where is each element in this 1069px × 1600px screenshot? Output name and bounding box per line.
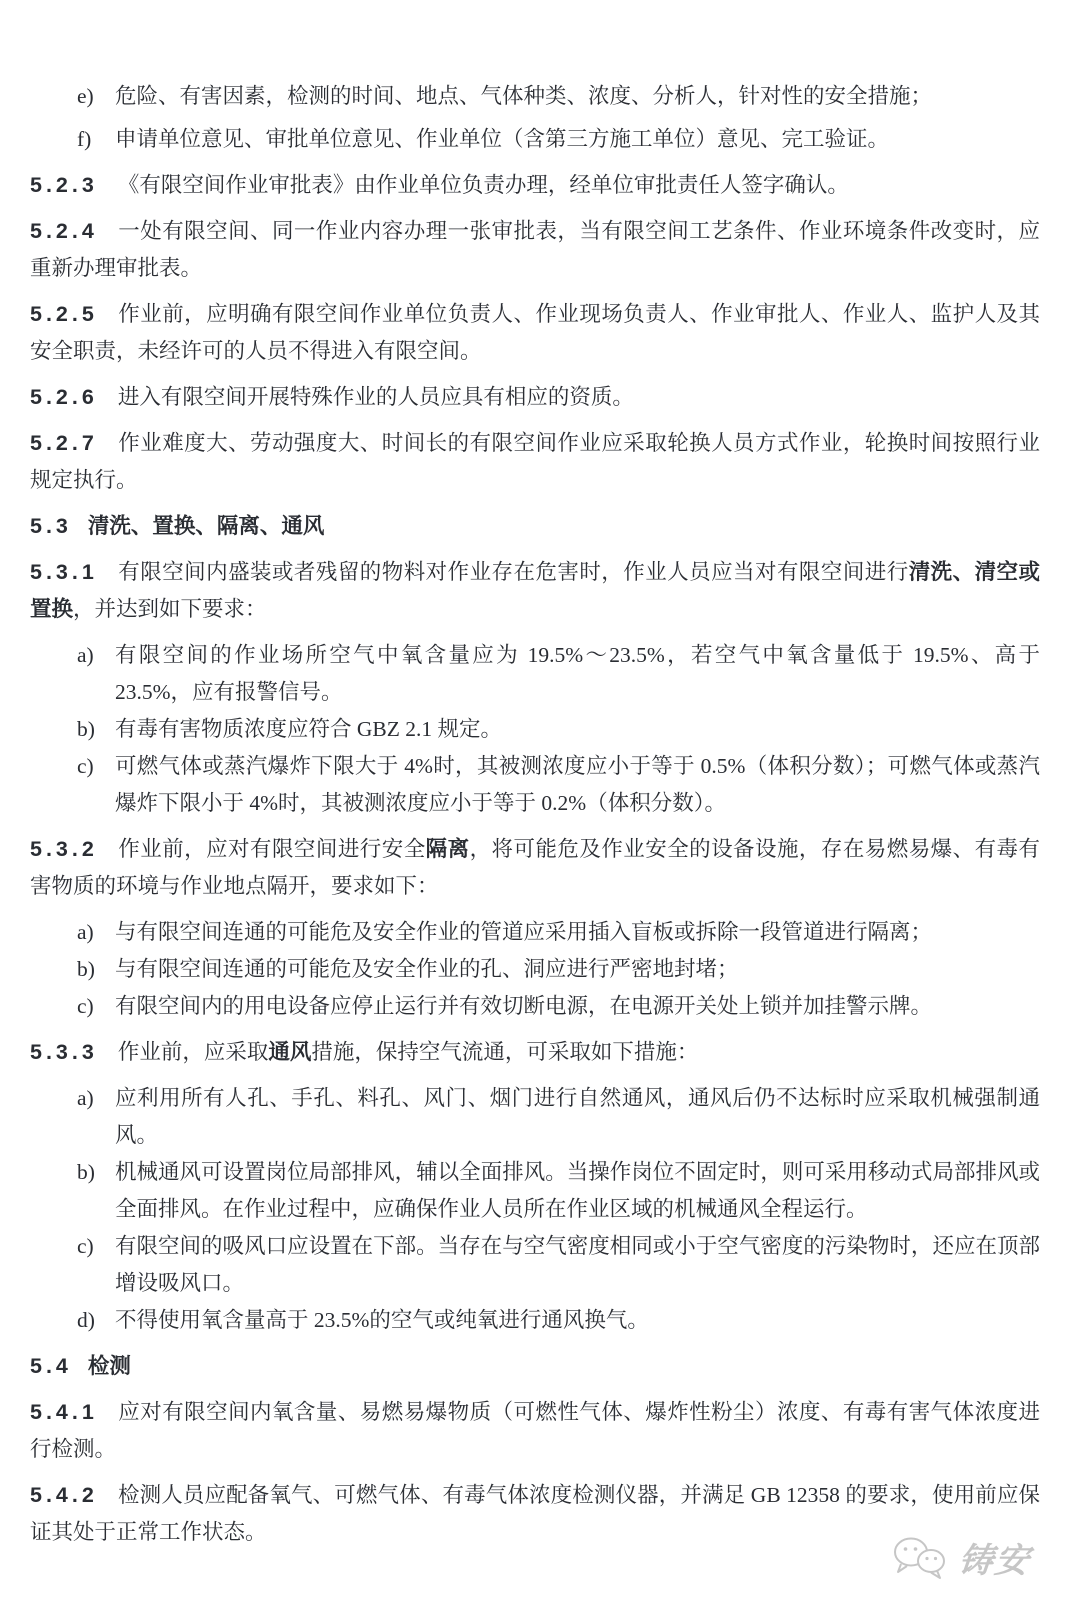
clause-number: 5.2.3 <box>30 173 98 197</box>
list-item-text: 申请单位意见、审批单位意见、作业单位（含第三方施工单位）意见、完工验证。 <box>115 127 890 151</box>
list-item-text-wrap <box>115 914 1040 951</box>
list-item-text: 有限空间内的用电设备应停止运行并有效切断电源，在电源开关处上锁并加挂警示牌。 <box>115 994 933 1018</box>
clause-text: 《有限空间作业审批表》由作业单位负责办理，经单位审批责任人签字确认。 <box>117 173 849 197</box>
list-item-text-wrap <box>115 951 1040 988</box>
clause-paragraph <box>30 554 1040 628</box>
section-number: 5.3 <box>30 514 72 538</box>
list-item-text: 与有限空间连通的可能危及安全作业的孔、洞应进行严密地封堵； <box>115 957 739 981</box>
list-item-marker: c) <box>77 1234 94 1258</box>
list-item-text-wrap <box>115 637 1040 711</box>
list-item <box>30 914 1040 951</box>
clause-number: 5.2.6 <box>30 385 98 409</box>
clause-text: 作业前，应采取 <box>117 1040 269 1064</box>
clause-text-bold: 清洗、清空或置换 <box>30 560 1040 621</box>
list-item-text: 有限空间的吸风口应设置在下部。当存在与空气密度相同或小于空气密度的污染物时，还应在顶部增设吸风口。 <box>115 1234 1040 1295</box>
list-item <box>30 711 1040 748</box>
section-number: 5.4 <box>30 1354 72 1378</box>
list-item-marker: d) <box>77 1308 95 1332</box>
watermark <box>891 1533 1031 1582</box>
clause-number: 5.3.1 <box>30 560 98 584</box>
clause-number: 5.3.3 <box>30 1040 98 1064</box>
list-item-text: 应利用所有人孔、手孔、料孔、风门、烟门进行自然通风，通风后仍不达标时应采取机械强制通风。 <box>115 1086 1040 1147</box>
clause-text: ，将可能危及作业安全的设备设施，存在易燃易爆、有毒有害物质的环境与作业地点隔开，要求如下： <box>30 837 1040 898</box>
list-item-marker: e) <box>77 84 94 108</box>
list-item-marker: f) <box>77 127 92 151</box>
list-item-text: 危险、有害因素，检测的时间、地点、气体种类、浓度、分析人，针对性的安全措施； <box>115 84 933 108</box>
list-item-marker: c) <box>77 994 94 1018</box>
section-title: 检测 <box>87 1354 131 1378</box>
clause-text: 作业前，应对有限空间进行安全 <box>117 837 426 861</box>
list-item-text-wrap <box>115 1080 1040 1154</box>
watermark-text: 铸安 <box>956 1542 1033 1580</box>
clause-paragraph <box>30 1034 1040 1071</box>
clause-text: 措施，保持空气流通，可采取如下措施： <box>311 1040 699 1064</box>
list-item-text: 有限空间的作业场所空气中氧含量应为 19.5%～23.5%，若空气中氧含量低于 19.5%、高于 23.5%，应有报警信号。 <box>115 643 1040 704</box>
list-item-text: 机械通风可设置岗位局部排风，辅以全面排风。当操作岗位不固定时，则可采用移动式局部排风或全面排风。在作业过程中，应确保作业人员所在作业区域的机械通风全程运行。 <box>115 1160 1040 1221</box>
list-item <box>30 988 1040 1025</box>
clause-text: ，并达到如下要求： <box>73 597 267 621</box>
list-item-text-wrap <box>115 78 1040 115</box>
list-item-text-wrap <box>115 1154 1040 1228</box>
clause-paragraph <box>30 831 1040 905</box>
lettered-list <box>30 914 1040 1025</box>
list-item <box>30 78 1040 115</box>
list-item-text-wrap <box>115 748 1040 822</box>
list-item-marker: b) <box>77 717 95 741</box>
list-item-marker: a) <box>77 643 94 667</box>
clause-text-bold: 通风 <box>268 1040 312 1064</box>
list-item <box>30 1228 1040 1302</box>
clause-paragraph <box>30 167 1040 204</box>
clause-paragraph <box>30 1477 1040 1551</box>
lettered-list <box>30 1080 1040 1339</box>
list-item-marker: a) <box>77 1086 94 1110</box>
clause-paragraph <box>30 296 1040 370</box>
list-item-text: 有毒有害物质浓度应符合 GBZ 2.1 规定。 <box>115 717 503 741</box>
clause-number: 5.3.2 <box>30 837 98 861</box>
list-item <box>30 1080 1040 1154</box>
list-item-text-wrap <box>115 988 1040 1025</box>
clause-text: 应对有限空间内氧含量、易燃易爆物质（可燃性气体、爆炸性粉尘）浓度、有毒有害气体浓度进行检测。 <box>30 1400 1040 1461</box>
clause-text: 检测人员应配备氧气、可燃气体、有毒气体浓度检测仪器，并满足 GB 12358 的要求，使用前应保证其处于正常工作状态。 <box>30 1483 1040 1544</box>
list-item-marker: a) <box>77 920 94 944</box>
list-item <box>30 121 1040 158</box>
clause-paragraph <box>30 1394 1040 1468</box>
lettered-list <box>30 78 1040 158</box>
list-item-text: 可燃气体或蒸汽爆炸下限大于 4%时，其被测浓度应小于等于 0.5%（体积分数）；可燃气体或蒸汽爆炸下限小于 4%时，其被测浓度应小于等于 0.2%（体积分数）。 <box>115 754 1040 815</box>
list-item <box>30 951 1040 988</box>
list-item-text-wrap <box>115 1228 1040 1302</box>
clause-number: 5.4.2 <box>30 1483 98 1507</box>
wechat-icon <box>891 1534 949 1582</box>
clause-text: 作业难度大、劳动强度大、时间长的有限空间作业应采取轮换人员方式作业，轮换时间按照行业规定执行。 <box>30 431 1040 492</box>
section-title: 清洗、置换、隔离、通风 <box>87 514 325 538</box>
clause-number: 5.2.7 <box>30 431 98 455</box>
clause-text-bold: 隔离 <box>425 837 470 861</box>
list-item-text: 与有限空间连通的可能危及安全作业的管道应采用插入盲板或拆除一段管道进行隔离； <box>115 920 933 944</box>
list-item-marker: c) <box>77 754 94 778</box>
clause-text: 作业前，应明确有限空间作业单位负责人、作业现场负责人、作业审批人、作业人、监护人及其安全职责，未经许可的人员不得进入有限空间。 <box>30 302 1040 363</box>
clause-paragraph <box>30 425 1040 499</box>
lettered-list <box>30 637 1040 822</box>
list-item-marker: b) <box>77 957 95 981</box>
list-item-marker: b) <box>77 1160 95 1184</box>
section-heading <box>30 1348 1040 1385</box>
list-item <box>30 1302 1040 1339</box>
clause-number: 5.4.1 <box>30 1400 98 1424</box>
section-heading <box>30 508 1040 545</box>
list-item-text-wrap <box>115 121 1040 158</box>
list-item-text-wrap <box>115 711 1040 748</box>
clause-number: 5.2.5 <box>30 302 98 326</box>
list-item-text: 不得使用氧含量高于 23.5%的空气或纯氧进行通风换气。 <box>115 1308 649 1332</box>
list-item <box>30 748 1040 822</box>
clause-paragraph <box>30 213 1040 287</box>
clause-text: 有限空间内盛装或者残留的物料对作业存在危害时，作业人员应当对有限空间进行 <box>117 560 909 584</box>
clause-number: 5.2.4 <box>30 219 98 243</box>
clause-text: 一处有限空间、同一作业内容办理一张审批表，当有限空间工艺条件、作业环境条件改变时，应重新办理审批表。 <box>30 219 1040 280</box>
list-item-text-wrap <box>115 1302 1040 1339</box>
clause-text: 进入有限空间开展特殊作业的人员应具有相应的资质。 <box>117 385 634 409</box>
list-item <box>30 1154 1040 1228</box>
list-item <box>30 637 1040 711</box>
clause-paragraph <box>30 379 1040 416</box>
